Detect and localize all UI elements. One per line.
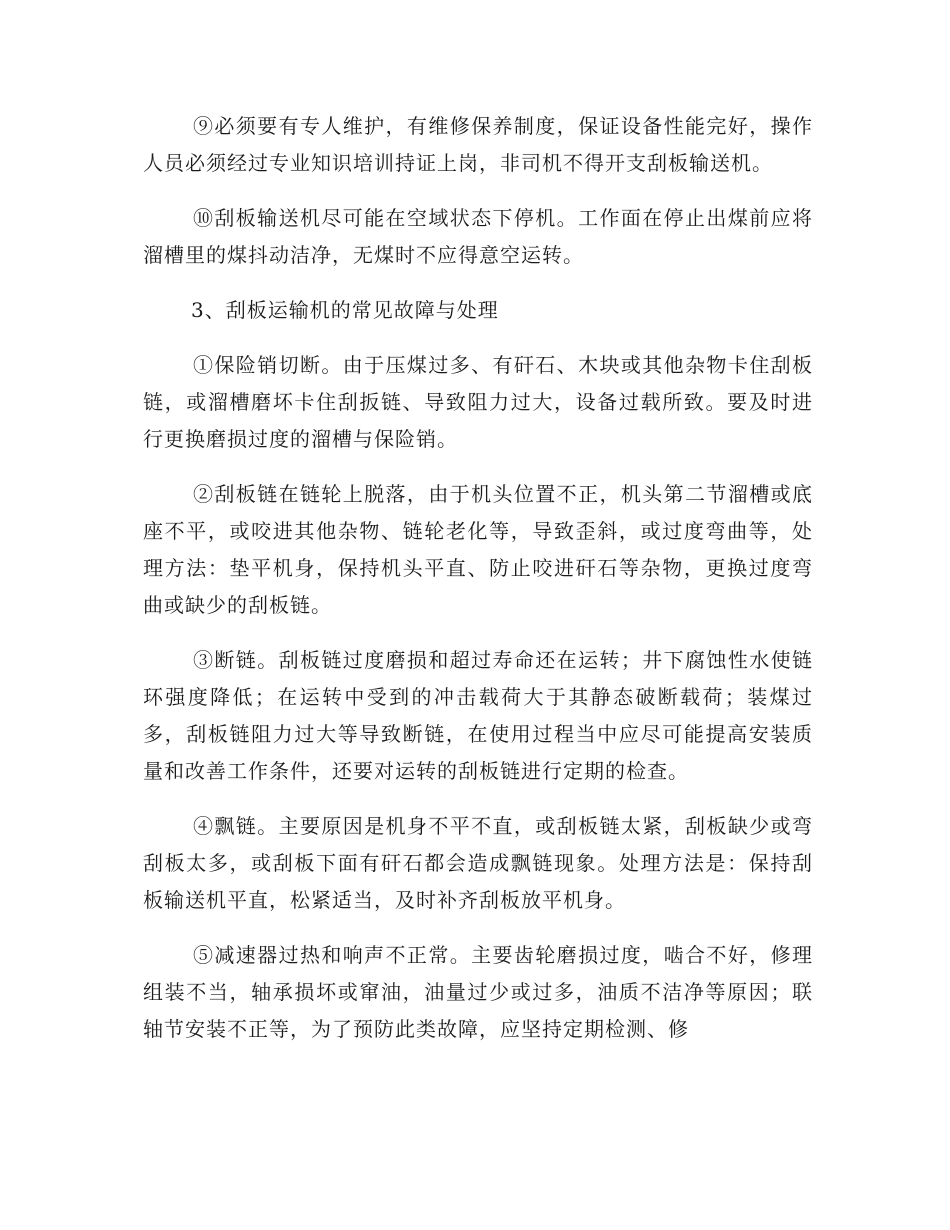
section-heading: 3、刮板运输机的常见故障与处理 — [191, 298, 499, 322]
paragraph-fault-2: ②刮板链在链轮上脱落，由于机头位置不正，机头第二节溜槽或底座不平，或咬进其他杂物、链轮老化等，导致歪斜，或过度弯曲等，处理方法：垫平机身，保持机头平直、防止咬进矸石等杂物，更换过度弯曲或缺少的刮板链。 — [143, 482, 813, 617]
paragraph-item-9: ⑨必须要有专人维护，有维修保养制度，保证设备性能完好，操作人员必须经过专业知识培训持证上岗，非司机不得开支刮板输送机。 — [143, 114, 813, 175]
paragraph-fault-4: ④飘链。主要原因是机身不平不直，或刮板链太紧，刮板缺少或弯刮板太多，或刮板下面有矸石都会造成飘链现象。处理方法是：保持刮板输送机平直，松紧适当，及时补齐刮板放平机身。 — [143, 814, 813, 912]
paragraph-item-10: ⑩刮板输送机尽可能在空域状态下停机。工作面在停止出煤前应将溜槽里的煤抖动洁净，无煤时不应得意空运转。 — [143, 206, 813, 267]
paragraph-fault-3: ③断链。刮板链过度磨损和超过寿命还在运转；井下腐蚀性水使链环强度降低；在运转中受到的冲击载荷大于其静态破断载荷；装煤过多，刮板链阻力过大等导致断链，在使用过程当中应尽可能提高安装质量和改善工作条件，还要对运转的刮板链进行定期的检查。 — [143, 648, 813, 783]
document-body — [143, 108, 813, 1066]
paragraph-fault-1: ①保险销切断。由于压煤过多、有矸石、木块或其他杂物卡住刮板链，或溜槽磨坏卡住刮扳链、导致阻力过大，设备过载所致。要及时进行更换磨损过度的溜槽与保险销。 — [143, 353, 813, 451]
paragraph-fault-5: ⑤减速器过热和响声不正常。主要齿轮磨损过度，啮合不好，修理组装不当，轴承损坏或窜油，油量过少或过多，油质不洁净等原因；联轴节安装不正等，为了预防此类故障，应坚持定期检测、修 — [143, 943, 813, 1041]
